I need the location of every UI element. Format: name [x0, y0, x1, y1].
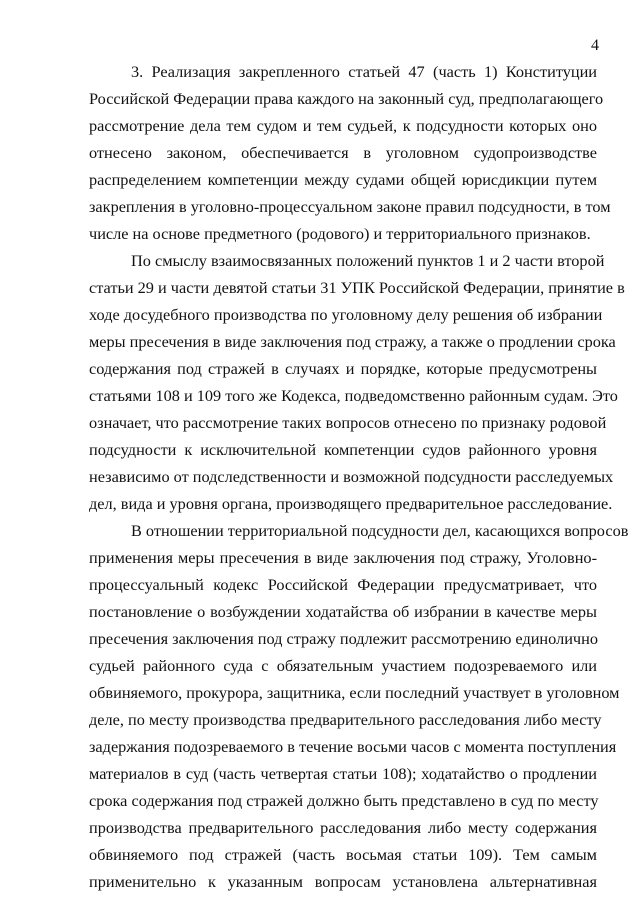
text-line: деле, по месту производства предварительного расследования либо месту [89, 710, 602, 729]
text-line: обвиняемого, прокурора, защитника, если последний участвует в уголовном [89, 683, 620, 702]
document-body [89, 58, 629, 895]
text-line: производства предварительного расследования либо месту содержания [89, 818, 597, 837]
text-line: числе на основе предметного (родового) и территориального признаков. [89, 224, 591, 243]
text-line: меры пресечения в виде заключения под стражу, а также о продлении срока [89, 332, 616, 351]
paragraph-2 [89, 247, 625, 517]
text-line: отнесено законом, обеспечивается в уголовном судопроизводстве [89, 143, 597, 162]
text-line: означает, что рассмотрение таких вопросов отнесено по признаку родовой [89, 413, 607, 432]
text-line: содержания под стражей в случаях и порядке, которые предусмотрены [89, 359, 597, 378]
text-line: судьей районного суда с обязательным участием подозреваемого или [89, 656, 597, 675]
text-line: По смыслу взаимосвязанных положений пунктов 1 и 2 части второй [131, 251, 605, 270]
text-line: статьи 29 и части девятой статьи 31 УПК Российской Федерации, принятие в [89, 278, 625, 297]
text-line: пресечения заключения под стражу подлежит рассмотрению единолично [89, 629, 598, 648]
text-line: статьями 108 и 109 того же Кодекса, подведомственно районным судам. Это [89, 386, 618, 405]
text-line: независимо от подследственности и возможной подсудности расследуемых [89, 467, 614, 486]
text-line: обвиняемого под стражей (часть восьмая статьи 109). Тем самым [89, 845, 597, 864]
paragraph-3 [89, 517, 629, 895]
text-line: закрепления в уголовно-процессуальном законе правил подсудности, в том [89, 197, 611, 216]
text-line: ходе досудебного производства по уголовному делу решения об избрании [89, 305, 603, 324]
page-number: 4 [591, 37, 599, 54]
text-line: Российской Федерации права каждого на законный суд, предполагающего [89, 89, 604, 108]
text-line: распределением компетенции между судами общей юрисдикции путем [89, 170, 597, 189]
text-line: дел, вида и уровня органа, производящего предварительное расследование. [89, 494, 613, 513]
text-line: материалов в суд (часть четвертая статьи 108); ходатайство о продлении [89, 764, 597, 783]
text-line: В отношении территориальной подсудности дел, касающихся вопросов [131, 521, 629, 540]
text-line: процессуальный кодекс Российской Федерации предусматривает, что [89, 575, 597, 594]
text-line: задержания подозреваемого в течение восьми часов с момента поступления [89, 737, 617, 756]
text-line: рассмотрение дела тем судом и тем судьей, к подсудности которых оно [89, 116, 597, 135]
text-line: подсудности к исключительной компетенции судов районного уровня [89, 440, 597, 459]
text-line: применения меры пресечения в виде заключения под стражу, Уголовно- [89, 548, 597, 567]
text-line: применительно к указанным вопросам установлена альтернативная [89, 872, 597, 891]
paragraph-1 [89, 58, 611, 247]
text-line: постановление о возбуждении ходатайства об избрании в качестве меры [89, 602, 597, 621]
text-line: 3. Реализация закрепленного статьей 47 (часть 1) Конституции [131, 62, 597, 81]
text-line: срока содержания под стражей должно быть представлено в суд по месту [89, 791, 599, 810]
